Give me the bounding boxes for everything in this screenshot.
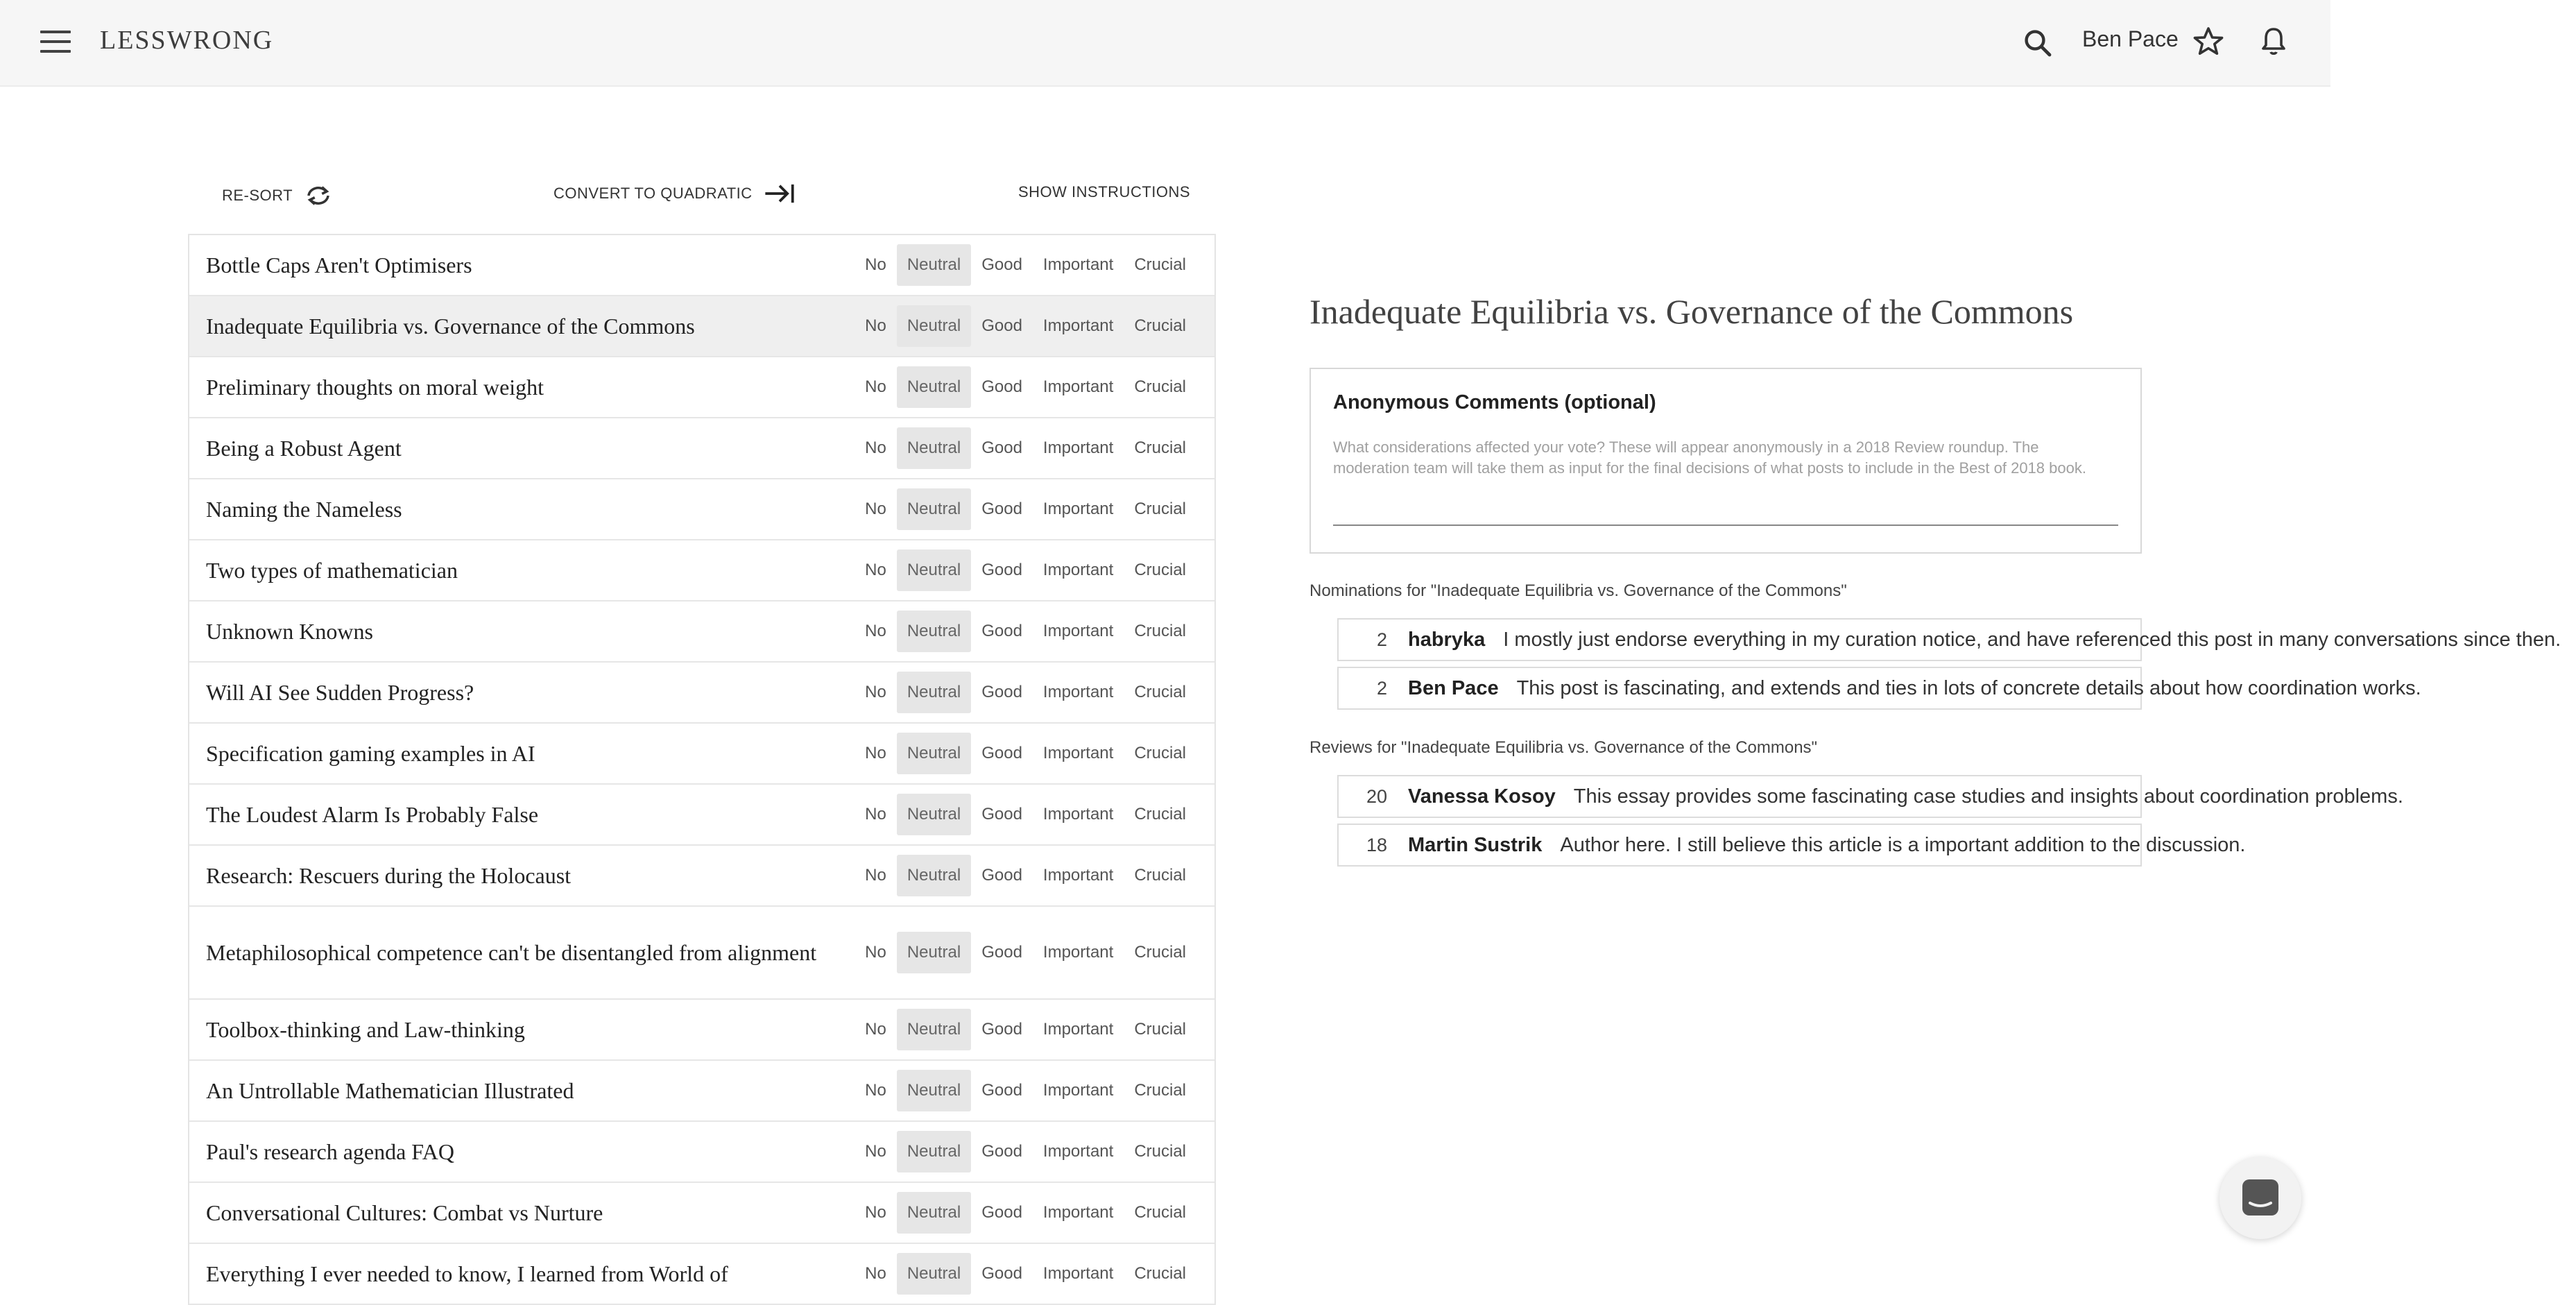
post-title[interactable]: Specification gaming examples in AI bbox=[206, 740, 535, 766]
search-icon[interactable] bbox=[2021, 26, 2054, 60]
post-title[interactable]: Inadequate Equilibria vs. Governance of the Commons bbox=[206, 313, 695, 339]
vote-crucial-button[interactable]: Crucial bbox=[1134, 438, 1186, 457]
post-title[interactable]: Two types of mathematician bbox=[206, 557, 458, 583]
vote-important-button[interactable]: Important bbox=[1042, 943, 1114, 962]
vote-options bbox=[855, 488, 1196, 530]
vote-good-button[interactable]: Good bbox=[981, 1142, 1022, 1161]
vote-neutral-button[interactable]: Neutral bbox=[897, 1009, 971, 1050]
comments-label: Anonymous Comments (optional) bbox=[1333, 391, 1656, 413]
nomination-text: I mostly just endorse everything in my curation notice, and have referenced this post in many conversations since then. bbox=[1503, 628, 2561, 651]
vote-important-button[interactable]: Important bbox=[1042, 683, 1114, 701]
chat-launcher-button[interactable] bbox=[2219, 1157, 2301, 1239]
vote-neutral-button[interactable]: Neutral bbox=[897, 733, 971, 774]
post-title[interactable]: Being a Robust Agent bbox=[206, 435, 402, 461]
vote-no-button[interactable]: No bbox=[865, 1142, 886, 1161]
nominations-label: Nominations for "Inadequate Equilibria vs. Governance of the Commons" bbox=[1310, 581, 1847, 600]
post-title[interactable]: Preliminary thoughts on moral weight bbox=[206, 374, 544, 400]
post-row[interactable] bbox=[189, 1122, 1214, 1183]
vote-neutral-button[interactable]: Neutral bbox=[897, 855, 971, 896]
vote-options bbox=[855, 427, 1196, 469]
vote-crucial-button[interactable]: Crucial bbox=[1134, 1203, 1186, 1222]
vote-important-button[interactable]: Important bbox=[1042, 438, 1114, 457]
vote-good-button[interactable]: Good bbox=[981, 943, 1022, 962]
vote-neutral-button[interactable]: Neutral bbox=[897, 366, 971, 408]
vote-crucial-button[interactable]: Crucial bbox=[1134, 1081, 1186, 1100]
post-row[interactable] bbox=[189, 540, 1214, 602]
post-row[interactable] bbox=[189, 1183, 1214, 1244]
vote-options bbox=[855, 733, 1196, 774]
vote-important-button[interactable]: Important bbox=[1042, 561, 1114, 579]
resort-button[interactable] bbox=[222, 183, 333, 208]
post-row[interactable] bbox=[189, 907, 1214, 1000]
vote-neutral-button[interactable]: Neutral bbox=[897, 1070, 971, 1111]
post-row[interactable] bbox=[189, 1061, 1214, 1122]
vote-no-button[interactable]: No bbox=[865, 744, 886, 762]
vote-crucial-button[interactable]: Crucial bbox=[1134, 1264, 1186, 1283]
vote-neutral-button[interactable]: Neutral bbox=[897, 305, 971, 347]
vote-neutral-button[interactable]: Neutral bbox=[897, 549, 971, 591]
vote-crucial-button[interactable]: Crucial bbox=[1134, 943, 1186, 962]
review-score: 18 bbox=[1366, 834, 1387, 855]
vote-important-button[interactable]: Important bbox=[1042, 255, 1114, 274]
vote-good-button[interactable]: Good bbox=[981, 500, 1022, 518]
vote-good-button[interactable]: Good bbox=[981, 1264, 1022, 1283]
vote-neutral-button[interactable]: Neutral bbox=[897, 932, 971, 973]
user-menu[interactable]: Ben Pace bbox=[2082, 26, 2179, 51]
vote-important-button[interactable]: Important bbox=[1042, 1020, 1114, 1039]
vote-options bbox=[855, 611, 1196, 652]
vote-options bbox=[855, 1009, 1196, 1050]
vote-important-button[interactable]: Important bbox=[1042, 744, 1114, 762]
review-author: Vanessa Kosoy bbox=[1408, 785, 1556, 808]
vote-good-button[interactable]: Good bbox=[981, 377, 1022, 396]
post-row[interactable] bbox=[189, 1000, 1214, 1061]
vote-options bbox=[855, 932, 1196, 973]
post-title[interactable]: Unknown Knowns bbox=[206, 618, 373, 644]
vote-crucial-button[interactable]: Crucial bbox=[1134, 622, 1186, 640]
post-title[interactable]: An Untrollable Mathematician Illustrated bbox=[206, 1077, 574, 1103]
review-item[interactable] bbox=[1337, 775, 2403, 818]
post-row[interactable] bbox=[189, 785, 1214, 846]
vote-important-button[interactable]: Important bbox=[1042, 866, 1114, 885]
vote-no-button[interactable]: No bbox=[865, 683, 886, 701]
vote-neutral-button[interactable]: Neutral bbox=[897, 1253, 971, 1295]
vote-no-button[interactable]: No bbox=[865, 1081, 886, 1100]
vote-good-button[interactable]: Good bbox=[981, 316, 1022, 335]
review-text: Author here. I still believe this article is a important addition to the discussion. bbox=[1560, 833, 2246, 856]
vote-options bbox=[855, 794, 1196, 835]
vote-neutral-button[interactable]: Neutral bbox=[897, 611, 971, 652]
hamburger-menu-icon[interactable] bbox=[40, 31, 71, 54]
show-instructions-label: SHOW INSTRUCTIONS bbox=[1018, 183, 1191, 201]
arrow-to-end-icon bbox=[764, 183, 796, 204]
vote-good-button[interactable]: Good bbox=[981, 1081, 1022, 1100]
post-title[interactable]: Bottle Caps Aren't Optimisers bbox=[206, 252, 472, 278]
vote-crucial-button[interactable]: Crucial bbox=[1134, 255, 1186, 274]
vote-crucial-button[interactable]: Crucial bbox=[1134, 561, 1186, 579]
site-logo[interactable]: LESSWRONG bbox=[100, 26, 274, 55]
nomination-score: 2 bbox=[1376, 629, 1387, 650]
vote-options bbox=[855, 1192, 1196, 1234]
vote-no-button[interactable]: No bbox=[865, 316, 886, 335]
vote-no-button[interactable]: No bbox=[865, 943, 886, 962]
post-title[interactable]: Metaphilosophical competence can't be disentangled from alignment bbox=[206, 939, 817, 965]
review-score: 20 bbox=[1366, 785, 1387, 807]
review-item[interactable] bbox=[1337, 824, 2246, 867]
show-instructions-button[interactable] bbox=[1018, 183, 1190, 201]
vote-crucial-button[interactable]: Crucial bbox=[1134, 744, 1186, 762]
vote-good-button[interactable]: Good bbox=[981, 1203, 1022, 1222]
post-row[interactable] bbox=[189, 296, 1214, 357]
vote-options bbox=[855, 1253, 1196, 1295]
vote-no-button[interactable]: No bbox=[865, 438, 886, 457]
nomination-author: Ben Pace bbox=[1408, 676, 1499, 699]
resort-label: RE-SORT bbox=[222, 187, 293, 204]
post-row[interactable] bbox=[189, 724, 1214, 785]
convert-quadratic-button[interactable] bbox=[553, 183, 796, 204]
vote-no-button[interactable]: No bbox=[865, 805, 886, 824]
nomination-author: habryka bbox=[1408, 628, 1486, 651]
vote-no-button[interactable]: No bbox=[865, 866, 886, 885]
vote-no-button[interactable]: No bbox=[865, 377, 886, 396]
top-bar bbox=[0, 0, 2330, 87]
vote-crucial-button[interactable]: Crucial bbox=[1134, 866, 1186, 885]
vote-important-button[interactable]: Important bbox=[1042, 500, 1114, 518]
vote-crucial-button[interactable]: Crucial bbox=[1134, 1142, 1186, 1161]
vote-neutral-button[interactable]: Neutral bbox=[897, 244, 971, 286]
detail-title: Inadequate Equilibria vs. Governance of the Commons bbox=[1310, 292, 2074, 331]
nomination-item[interactable] bbox=[1337, 667, 2421, 710]
vote-neutral-button[interactable]: Neutral bbox=[897, 427, 971, 469]
vote-good-button[interactable]: Good bbox=[981, 255, 1022, 274]
vote-good-button[interactable]: Good bbox=[981, 683, 1022, 701]
post-row[interactable] bbox=[189, 1244, 1214, 1305]
vote-good-button[interactable]: Good bbox=[981, 561, 1022, 579]
vote-neutral-button[interactable]: Neutral bbox=[897, 672, 971, 713]
vote-good-button[interactable]: Good bbox=[981, 1020, 1022, 1039]
vote-neutral-button[interactable]: Neutral bbox=[897, 1131, 971, 1172]
vote-options bbox=[855, 366, 1196, 408]
vote-good-button[interactable]: Good bbox=[981, 866, 1022, 885]
post-title[interactable]: The Loudest Alarm Is Probably False bbox=[206, 801, 539, 827]
vote-neutral-button[interactable]: Neutral bbox=[897, 1192, 971, 1234]
vote-crucial-button[interactable]: Crucial bbox=[1134, 683, 1186, 701]
vote-important-button[interactable]: Important bbox=[1042, 377, 1114, 396]
vote-crucial-button[interactable]: Crucial bbox=[1134, 377, 1186, 396]
vote-options bbox=[855, 305, 1196, 347]
vote-good-button[interactable]: Good bbox=[981, 805, 1022, 824]
post-row[interactable] bbox=[189, 235, 1214, 296]
bell-icon[interactable] bbox=[2257, 25, 2290, 58]
chat-icon bbox=[2219, 1157, 2301, 1239]
post-row[interactable] bbox=[189, 357, 1214, 418]
vote-crucial-button[interactable]: Crucial bbox=[1134, 316, 1186, 335]
vote-options bbox=[855, 1131, 1196, 1172]
vote-no-button[interactable]: No bbox=[865, 255, 886, 274]
vote-no-button[interactable]: No bbox=[865, 1020, 886, 1039]
nomination-item[interactable] bbox=[1337, 618, 2561, 661]
star-icon[interactable] bbox=[2192, 25, 2225, 58]
vote-important-button[interactable]: Important bbox=[1042, 805, 1114, 824]
vote-no-button[interactable]: No bbox=[865, 1264, 886, 1283]
vote-options bbox=[855, 244, 1196, 286]
vote-good-button[interactable]: Good bbox=[981, 438, 1022, 457]
anonymous-comments-box bbox=[1310, 368, 2142, 554]
post-title[interactable]: Naming the Nameless bbox=[206, 496, 402, 522]
vote-options bbox=[855, 672, 1196, 713]
post-row[interactable] bbox=[189, 418, 1214, 479]
post-title[interactable]: Toolbox-thinking and Law-thinking bbox=[206, 1016, 525, 1042]
vote-crucial-button[interactable]: Crucial bbox=[1134, 805, 1186, 824]
vote-no-button[interactable]: No bbox=[865, 500, 886, 518]
vote-no-button[interactable]: No bbox=[865, 561, 886, 579]
vote-options bbox=[855, 855, 1196, 896]
post-title[interactable]: Will AI See Sudden Progress? bbox=[206, 679, 474, 705]
vote-crucial-button[interactable]: Crucial bbox=[1134, 500, 1186, 518]
vote-good-button[interactable]: Good bbox=[981, 744, 1022, 762]
post-title[interactable]: Paul's research agenda FAQ bbox=[206, 1138, 454, 1164]
vote-important-button[interactable]: Important bbox=[1042, 316, 1114, 335]
vote-neutral-button[interactable]: Neutral bbox=[897, 488, 971, 530]
vote-crucial-button[interactable]: Crucial bbox=[1134, 1020, 1186, 1039]
vote-important-button[interactable]: Important bbox=[1042, 622, 1114, 640]
nomination-score: 2 bbox=[1376, 677, 1387, 699]
post-row[interactable] bbox=[189, 663, 1214, 724]
post-title[interactable]: Research: Rescuers during the Holocaust bbox=[206, 862, 572, 888]
comments-input[interactable] bbox=[1333, 437, 2118, 526]
post-vote-list bbox=[188, 234, 1216, 1305]
review-text: This essay provides some fascinating case studies and insights about coordination problems. bbox=[1573, 785, 2403, 808]
vote-options bbox=[855, 549, 1196, 591]
post-row[interactable] bbox=[189, 846, 1214, 907]
post-title[interactable]: Everything I ever needed to know, I learned from World of bbox=[206, 1261, 728, 1286]
post-row[interactable] bbox=[189, 602, 1214, 663]
reviews-label: Reviews for "Inadequate Equilibria vs. Governance of the Commons" bbox=[1310, 738, 1818, 757]
vote-important-button[interactable]: Important bbox=[1042, 1203, 1114, 1222]
post-row[interactable] bbox=[189, 479, 1214, 540]
review-author: Martin Sustrik bbox=[1408, 833, 1543, 856]
post-title[interactable]: Conversational Cultures: Combat vs Nurture bbox=[206, 1200, 603, 1225]
vote-important-button[interactable]: Important bbox=[1042, 1142, 1114, 1161]
vote-important-button[interactable]: Important bbox=[1042, 1264, 1114, 1283]
vote-options bbox=[855, 1070, 1196, 1111]
vote-neutral-button[interactable]: Neutral bbox=[897, 794, 971, 835]
refresh-icon bbox=[304, 183, 333, 208]
nomination-text: This post is fascinating, and extends and ties in lots of concrete details about how coordination works. bbox=[1516, 676, 2421, 699]
vote-good-button[interactable]: Good bbox=[981, 622, 1022, 640]
convert-quadratic-label: CONVERT TO QUADRATIC bbox=[553, 185, 753, 202]
vote-important-button[interactable]: Important bbox=[1042, 1081, 1114, 1100]
vote-no-button[interactable]: No bbox=[865, 622, 886, 640]
vote-no-button[interactable]: No bbox=[865, 1203, 886, 1222]
